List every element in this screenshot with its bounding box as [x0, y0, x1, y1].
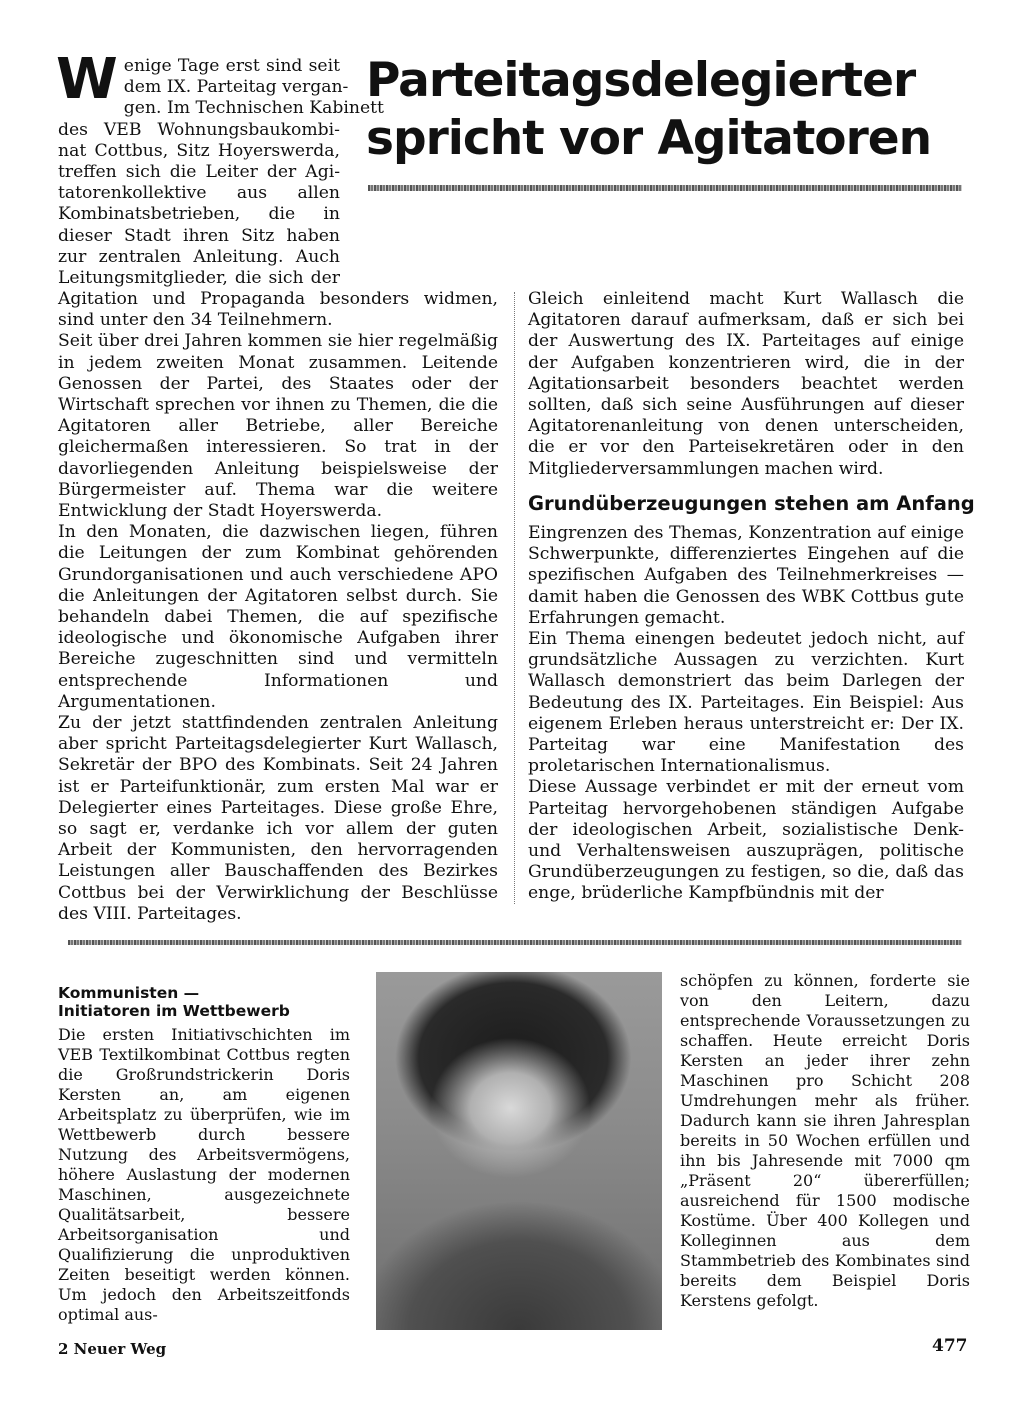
headline-line-2: spricht vor Agitatoren — [366, 111, 932, 166]
page-number: 477 — [932, 1336, 968, 1356]
right-column-top — [528, 289, 964, 480]
intro-line: treffen sich die Leiter der Agi- — [58, 162, 340, 183]
footer-publication: 2 Neuer Weg — [58, 1340, 167, 1358]
intro-line: des VEB Wohnungsbaukombi- — [58, 119, 340, 140]
box-heading-line-1: Kommunisten — — [58, 984, 200, 1002]
intro-line: dem IX. Parteitag vergan- — [123, 77, 349, 98]
intro-line: Leitungsmitglieder, die sich der — [58, 268, 340, 289]
box-heading — [58, 984, 358, 1020]
paragraph: Seit über drei Jahren kommen sie hier regelmäßig in jedem zweiten Monat zusammen. Leitende Genossen der Partei, des Staates oder der Wirtschaft sprechen vor ihnen zu Themen, die die Agitatoren aller Betriebe, aller Bereiche gleichermaßen interessieren. So trat in der davorliegenden Anleitung beispielsweise der Bürgermeister auf. Thema war die weitere Entwicklung der Stadt Hoyerswerda. — [58, 331, 498, 522]
paragraph: Eingrenzen des Themas, Konzentration auf einige Schwerpunkte, differenziertes Eingehen auf die spezifischen Aufgaben des Teilnehmerkreises — damit haben die Genossen des WBK Cottbus gute Erfahrungen gemacht. — [528, 523, 964, 628]
column-separator — [514, 292, 515, 904]
intro-line: tatorenkollektive aus allen — [58, 183, 340, 204]
box-right-text: schöpfen zu können, forderte sie von den Leitern, dazu entsprechende Voraussetzungen zu schaffen. Heute erreicht Doris Kersten an jeder ihrer zehn Maschinen pro Schicht 208 Umdrehungen mehr als früher. Dadurch kann sie ihren Jahresplan bereits in 50 Wochen erfüllen und ihn bis Jahresende mit 7000 qm „Präsent 20“ übererfüllen; ausreichend für 1500 modische Kostüme. Über 400 Kollegen und Kolleginnen aus dem Stammbetrieb des Kombinates sind bereits dem Beispiel Doris Kerstens gefolgt. — [680, 971, 970, 1310]
left-column — [58, 289, 498, 925]
paragraph: Ein Thema einengen bedeutet jedoch nicht, auf grundsätzliche Aussagen zu verzichten. Kurt Wallasch demonstriert das beim Darlegen der Bedeutung des IX. Parteitages. Ein Beispiel: Aus eigenem Erleben heraus unterstreicht er: Der IX. Parteitag war eine Manifestation des proletarischen Internationalismus. — [528, 629, 964, 777]
right-column-bottom — [528, 523, 964, 905]
paragraph: Zu der jetzt stattfindenden zentralen Anleitung aber spricht Parteitagsdelegierter Kurt Wallasch, Sekretär der BPO des Kombinats. Seit 24 Jahren ist er Parteifunktionär, zum ersten Mal war er Delegierter eines Parteitages. Diese große Ehre, so sagt er, verdanke ich vor allem der guten Arbeit der Kommunisten, den hervorragenden Leistungen aller Bauschaffenden des Bezirkes Cottbus bei der Verwirklichung der Beschlüsse des VIII. Parteitages. — [58, 713, 498, 924]
headline-rule — [368, 185, 962, 191]
portrait-photo — [376, 972, 662, 1330]
article-intro — [56, 47, 384, 289]
section-subheading: Grundüberzeugungen stehen am Anfang — [528, 492, 975, 515]
paragraph: Gleich einleitend macht Kurt Wallasch die Agitatoren darauf aufmerksam, daß er sich bei der Auswertung des IX. Parteitages auf einige der Aufgaben konzentrieren wird, die in der Agitationsarbeit besonders beachtet werden sollten, daß sich seine Ausführungen auf dieser Agitatorenanleitung von denen unterscheiden, die er vor den Parteisekretären oder in den Mitgliederversammlungen machen wird. — [528, 289, 964, 479]
paragraph: In den Monaten, die dazwischen liegen, führen die Leitungen der zum Kombinat gehörenden Grundorganisationen und auch verschiedene APO die Anleitungen der Agitatoren selbst durch. Sie behandeln dabei Themen, die auf spezifische ideologische und ökonomische Aufgaben ihrer Bereiche zugeschnitten sind und vermitteln entsprechende Informationen und Argumentationen. — [58, 522, 498, 712]
box-rule — [68, 940, 962, 945]
headline — [366, 52, 966, 168]
intro-line: enige Tage erst sind seit — [123, 56, 340, 76]
box-left-text: Die ersten Initiativschichten im VEB Textilkombinat Cottbus regten die Großrundstrickerin Doris Kersten an, am eigenen Arbeitsplatz zu überprüfen, wie im Wettbewerb durch bessere Nutzung des Arbeitsvermögens, höhere Auslastung der modernen Maschinen, ausgezeichnete Qualitätsarbeit, bessere Arbeitsorganisation und Qualifizierung die unproduktiven Zeiten beseitigt werden können. Um jedoch den Arbeitszeitfonds optimal aus- — [58, 1025, 350, 1324]
intro-line: zur zentralen Anleitung. Auch — [58, 246, 340, 267]
headline-line-1: Parteitagsdelegierter — [366, 53, 916, 108]
box-heading-line-2: Initiatoren im Wettbewerb — [58, 1002, 290, 1020]
intro-line: nat Cottbus, Sitz Hoyerswerda, — [58, 140, 340, 161]
intro-line: dieser Stadt ihren Sitz haben — [58, 225, 340, 246]
dropcap: W — [56, 47, 118, 112]
paragraph: Agitation und Propaganda besonders widmen, sind unter den 34 Teilnehmern. — [58, 289, 498, 331]
intro-line: gen. Im Technischen Kabinett — [123, 98, 384, 119]
intro-line: Kombinatsbetrieben, die in — [58, 204, 340, 225]
paragraph: Diese Aussage verbindet er mit der erneut vom Parteitag hervorgehobenen ständigen Aufgabe der ideologischen Arbeit, sozialistische Denk- und Verhaltensweisen auszuprägen, politische Grundüberzeugungen zu festigen, so die, daß das enge, brüderliche Kampfbündnis mit der — [528, 777, 964, 904]
